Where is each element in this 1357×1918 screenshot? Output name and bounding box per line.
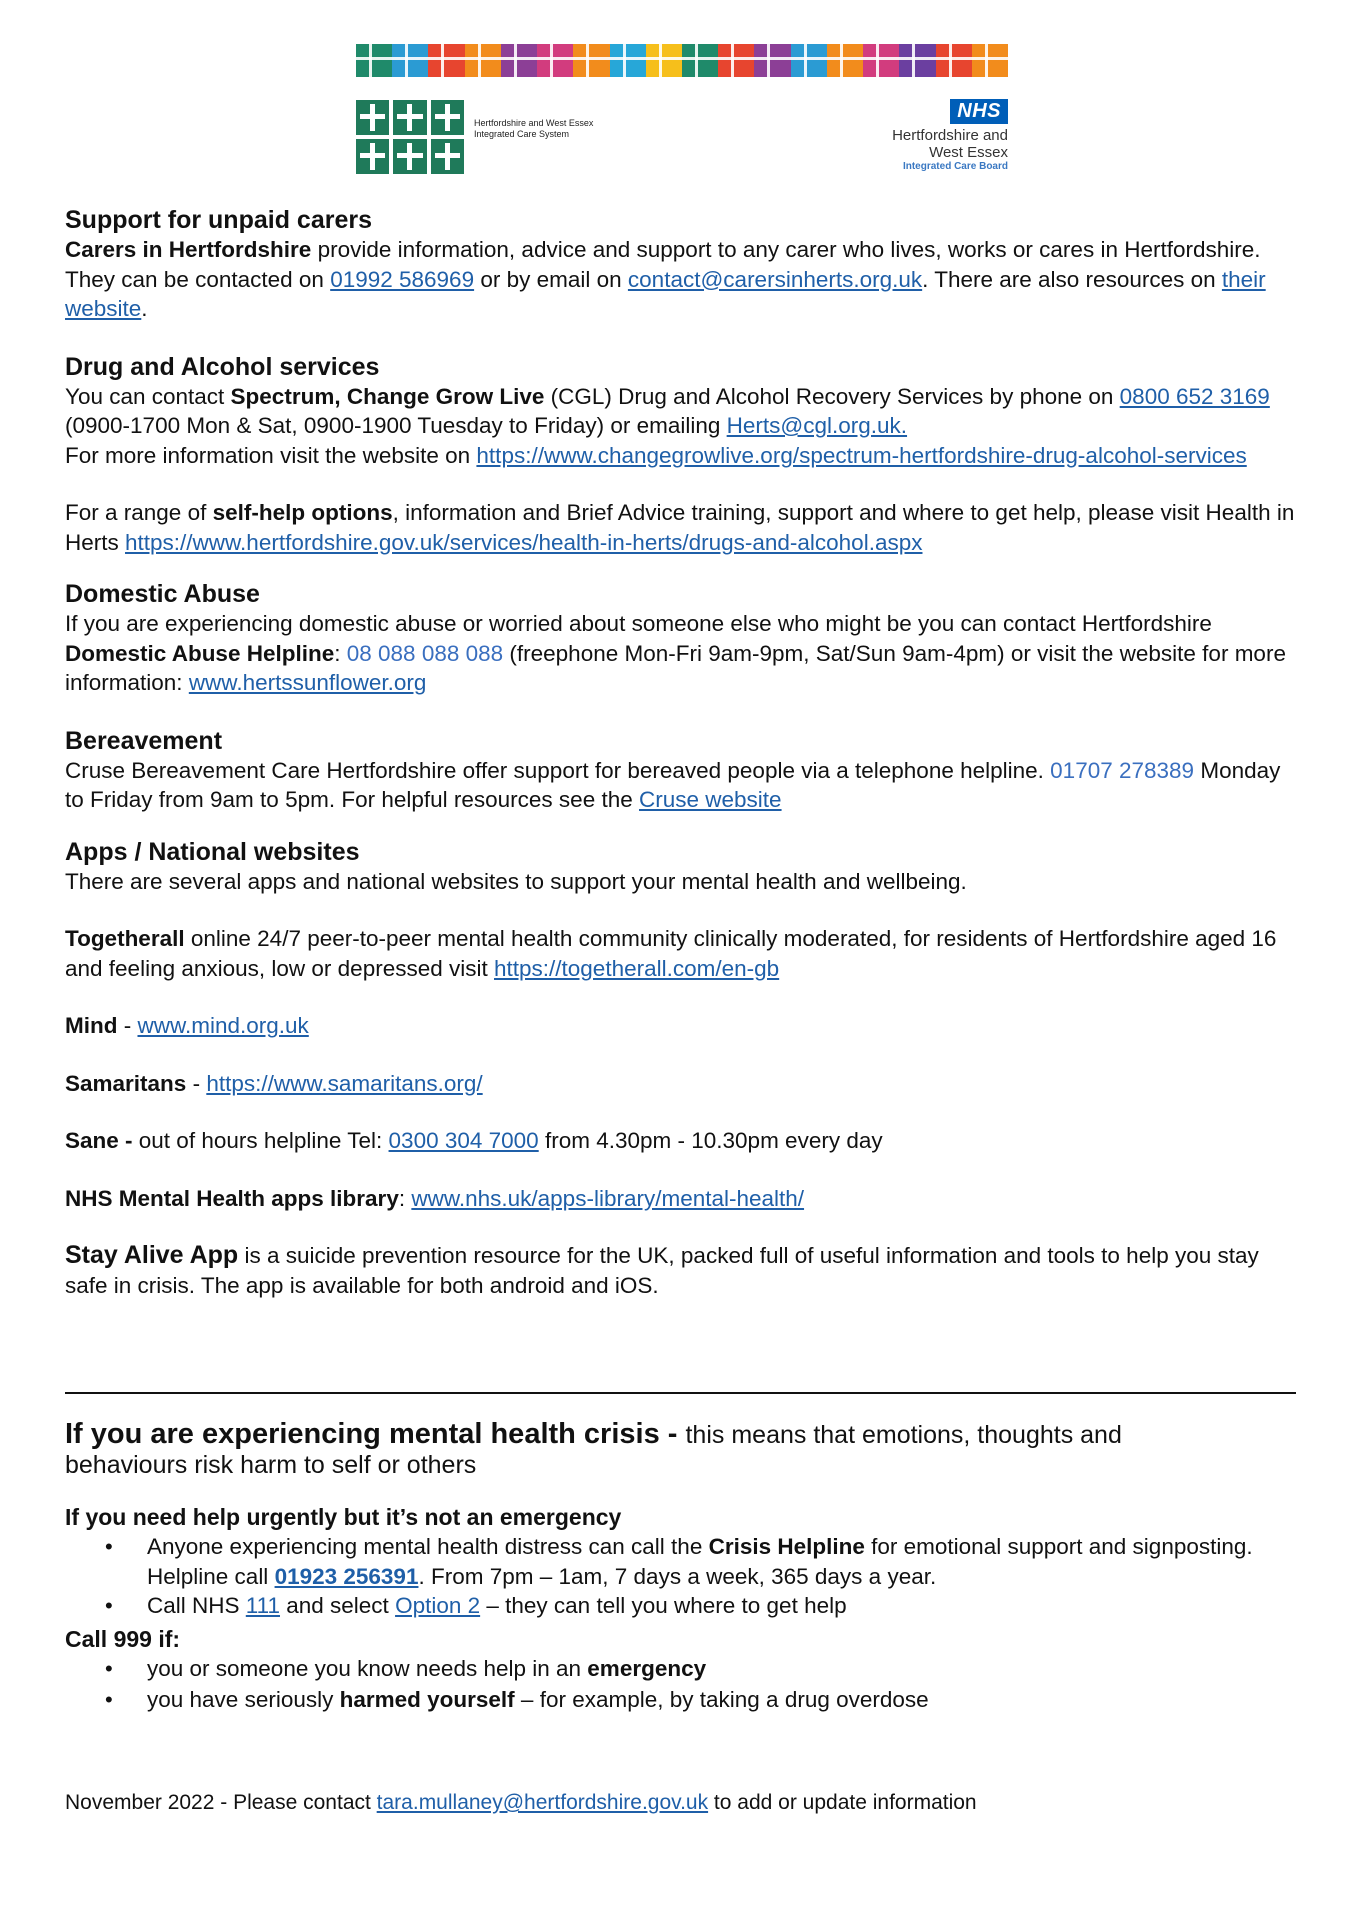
hwe-logo-mark bbox=[356, 100, 464, 174]
pattern-tile bbox=[936, 44, 972, 77]
nhs-apps-link[interactable]: www.nhs.uk/apps-library/mental-health/ bbox=[411, 1185, 805, 1211]
samaritans-link[interactable]: https://www.samaritans.org/ bbox=[206, 1070, 483, 1096]
apps-intro: There are several apps and national websites to support your mental health and wellbeing. bbox=[65, 868, 967, 894]
section-drugs bbox=[65, 352, 1305, 558]
section-divider bbox=[65, 1392, 1296, 1394]
pattern-tile bbox=[573, 44, 609, 77]
drugs-email-link[interactable]: Herts@cgl.org.uk. bbox=[726, 413, 908, 438]
health-in-herts-link[interactable]: https://www.hertfordshire.gov.uk/services/health-in-herts/drugs-and-alcohol.aspx bbox=[125, 529, 923, 555]
list-item: • Call NHS 111 and select Option 2 – they can tell you where to get help bbox=[105, 1591, 1305, 1621]
carers-phone-link[interactable]: 01992 586969 bbox=[330, 266, 475, 292]
pattern-tile bbox=[682, 44, 718, 77]
urgent-list bbox=[105, 1532, 1305, 1621]
cruse-phone: 01707 278389 bbox=[1050, 757, 1195, 783]
sane-phone-link[interactable]: 0300 304 7000 bbox=[388, 1128, 539, 1153]
pattern-tile bbox=[791, 44, 827, 77]
footer-email-link[interactable]: tara.mullaney@hertfordshire.gov.uk bbox=[376, 1791, 709, 1814]
pattern-tile bbox=[827, 44, 863, 77]
carers-website-link[interactable]: their website bbox=[65, 266, 1266, 321]
header-pattern-bar bbox=[356, 44, 1008, 77]
section-heading: Domestic Abuse bbox=[65, 580, 260, 608]
drugs-website-link[interactable]: https://www.changegrowlive.org/spectrum-hertfordshire-drug-alcohol-services bbox=[476, 442, 1247, 468]
list-item: • you have seriously harmed yourself – for example, by taking a drug overdose bbox=[105, 1685, 1305, 1715]
sunflower-link[interactable]: www.hertssunflower.org bbox=[188, 670, 427, 695]
pattern-tile bbox=[718, 44, 754, 77]
carers-email-link[interactable]: contact@carersinherts.org.uk bbox=[627, 266, 923, 292]
list-item: • Anyone experiencing mental health distress can call the Crisis Helpline for emotional support and signposting. Helpline call 01923 256391. From 7pm – 1am, 7 days a week, 365 days a year. bbox=[105, 1532, 1305, 1591]
hwe-ics-logo bbox=[356, 100, 594, 174]
pattern-tile bbox=[899, 44, 935, 77]
carers-paragraph: Carers in Hertfordshire provide information, advice and support to any carer who lives, works or cares in Hertfordshire. They can be contacted on 01992 586969 or by email on contact@carersinherts.org.uk. There are also resources on their website. bbox=[65, 237, 1266, 321]
section-heading: Apps / National websites bbox=[65, 837, 360, 866]
sane-paragraph: Sane - out of hours helpline Tel: 0300 304 7000 from 4.30pm - 10.30pm every day bbox=[65, 1128, 883, 1153]
section-apps bbox=[65, 837, 1305, 1301]
pattern-tile bbox=[537, 44, 573, 77]
samaritans-paragraph: Samaritans - https://www.samaritans.org/ bbox=[65, 1070, 483, 1096]
pattern-tile bbox=[501, 44, 537, 77]
pattern-tile bbox=[428, 44, 464, 77]
pattern-tile bbox=[392, 44, 428, 77]
section-carers bbox=[65, 205, 1305, 324]
pattern-tile bbox=[972, 44, 1008, 77]
crisis-title: If you are experiencing mental health crisis - this means that emotions, thoughts and bbox=[65, 1418, 1122, 1450]
option-2-link[interactable]: Option 2 bbox=[395, 1593, 481, 1618]
drugs-selfhelp-paragraph: For a range of self-help options, information and Brief Advice training, support and where to get help, please visit Health in Herts https://www.hertfordshire.gov.uk/services/health-in-herts/drugs-and-alcohol.aspx bbox=[65, 500, 1295, 555]
section-domestic-abuse bbox=[65, 579, 1305, 698]
togetherall-paragraph: Togetherall online 24/7 peer-to-peer mental health community clinically moderated, for residents of Hertfordshire aged 16 and feeling anxious, low or depressed visit https://togetherall.com/en-gb bbox=[65, 926, 1277, 981]
urgent-heading: If you need help urgently but it’s not an emergency bbox=[65, 1504, 622, 1530]
pattern-tile bbox=[754, 44, 790, 77]
pattern-tile bbox=[610, 44, 646, 77]
footer-note: November 2022 - Please contact tara.mullaney@hertfordshire.gov.uk to add or update information bbox=[65, 1791, 977, 1814]
stayalive-paragraph: Stay Alive App is a suicide prevention resource for the UK, packed full of useful information and tools to help you stay safe in crisis. The app is available for both android and iOS. bbox=[65, 1241, 1259, 1298]
drugs-paragraph: You can contact Spectrum, Change Grow Live (CGL) Drug and Alcohol Recovery Services by phone on 0800 652 3169 (0900-1700 Mon & Sat, 0900-1900 Tuesday to Friday) or emailing Herts@cgl.org.uk. For more information visit the website on https://www.changegrowlive.org/spectrum-hertfordshire-drug-alcohol-services bbox=[65, 383, 1270, 468]
crisis-helpline-phone-link[interactable]: 01923 256391 bbox=[274, 1563, 419, 1589]
section-heading: Drug and Alcohol services bbox=[65, 352, 380, 381]
cruse-website-link[interactable]: Cruse website bbox=[639, 787, 782, 812]
section-heading: Support for unpaid carers bbox=[65, 206, 372, 234]
section-heading: Bereavement bbox=[65, 726, 223, 755]
nhs-logo bbox=[892, 99, 1008, 172]
nhs-org-subtitle: Integrated Care Board bbox=[902, 161, 1008, 172]
pattern-tile bbox=[465, 44, 501, 77]
bereavement-paragraph: Cruse Bereavement Care Hertfordshire offer support for bereaved people via a telephone helpline. 01707 278389 Monday to Friday from 9am to 5pm. For helpful resources see the Cruse website bbox=[65, 757, 1281, 812]
call-999-heading: Call 999 if: bbox=[65, 1625, 181, 1652]
pattern-tile bbox=[863, 44, 899, 77]
crisis-subtitle: behaviours risk harm to self or others bbox=[65, 1451, 477, 1479]
pattern-tile bbox=[356, 44, 392, 77]
domestic-phone: 08 088 088 088 bbox=[346, 640, 504, 666]
mind-link[interactable]: www.mind.org.uk bbox=[137, 1013, 309, 1038]
emergency-list bbox=[105, 1654, 1305, 1715]
pattern-tile bbox=[646, 44, 682, 77]
domestic-paragraph: If you are experiencing domestic abuse or worried about someone else who might be you can contact Hertfordshire Domestic Abuse Helpline: 08 088 088 088 (freephone Mon-Fri 9am-9pm, Sat/Sun 9am-4pm) or visit the website for more information: www.hertssunflower.org bbox=[65, 611, 1286, 695]
hwe-logo-text: Hertfordshire and West Essex Integrated Care System bbox=[474, 118, 594, 139]
nhs-111-link[interactable]: 111 bbox=[245, 1593, 280, 1618]
nhs-org-name: Hertfordshire and West Essex bbox=[892, 127, 1008, 161]
list-item: • you or someone you know needs help in an emergency bbox=[105, 1654, 1305, 1684]
main-content bbox=[65, 205, 1305, 1328]
nhs-apps-paragraph: NHS Mental Health apps library: www.nhs.uk/apps-library/mental-health/ bbox=[65, 1185, 805, 1211]
mind-paragraph: Mind - www.mind.org.uk bbox=[65, 1013, 309, 1038]
nhs-badge: NHS bbox=[950, 99, 1008, 124]
drugs-phone-link[interactable]: 0800 652 3169 bbox=[1119, 383, 1270, 409]
section-crisis bbox=[65, 1418, 1305, 1717]
section-bereavement bbox=[65, 726, 1305, 815]
togetherall-link[interactable]: https://togetherall.com/en-gb bbox=[494, 955, 780, 981]
